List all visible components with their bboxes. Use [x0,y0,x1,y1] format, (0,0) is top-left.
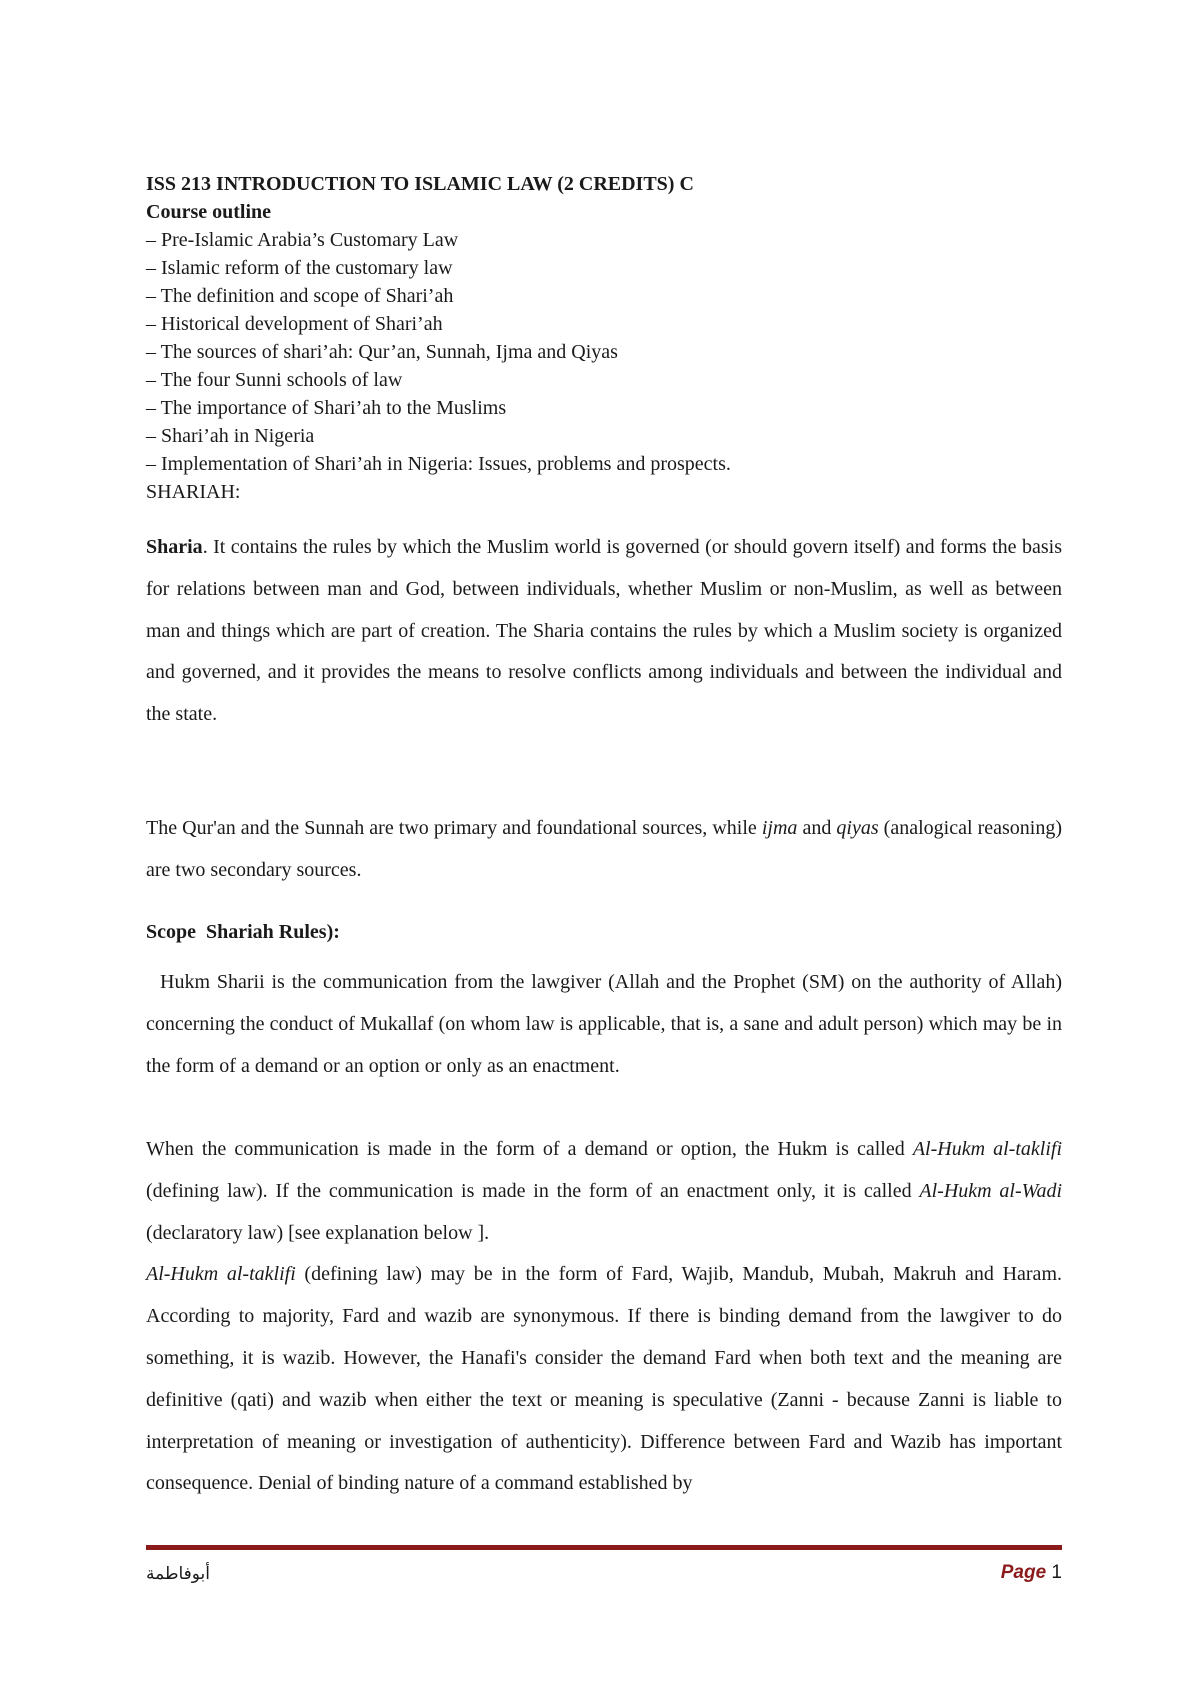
taklifi-text: (defining law) may be in the form of Fard, Wajib, Mandub, Mubah, Makruh and Haram. According to majority, Fard and wazib are synonymous. If there is binding demand from the lawgiver to do something, it is wazib. However, the Hanafi's consider the demand Fard when both text and the meaning are definitive (qati) and wazib when either the text or meaning is speculative (Zanni - because Zanni is liable to interpretation of meaning or investigation of authenticity). Difference between Fard and Wazib has important consequence. Denial of binding nature of a command established by [146,1263,1062,1495]
sharia-paragraph [146,527,1062,736]
communication-paragraph [146,1129,1062,1254]
course-outline-heading: Course outline [146,201,271,223]
footer-divider [146,1545,1062,1550]
sources-text-3: (analogical reasoning) are two secondary sources. [146,817,1062,881]
page-number [1001,1562,1062,1584]
footer-author: أبوفاطمة [146,1564,211,1584]
course-title: ISS 213 INTRODUCTION TO ISLAMIC LAW (2 CREDITS) C [146,173,694,195]
scope-heading: Scope Shariah Rules): [146,921,340,943]
page-label: Page [1000,1562,1047,1583]
taklifi-paragraph-term: Al-Hukm al-taklifi [146,1263,296,1286]
hukm-text: Hukm Sharii is the communication from the lawgiver (Allah and the Prophet (SM) on the authority of Allah) concerning the conduct of Mukallaf (on whom law is applicable, that is, a sane and adult person) which may be in the form of a demand or an option or only as an enactment. [146,971,1062,1077]
wadi-term: Al-Hukm al-Wadi [919,1179,1063,1202]
outline-item: – Historical development of Shari’ah [146,313,443,335]
taklifi-paragraph [146,1254,1062,1505]
outline-item: – The four Sunni schools of law [146,369,403,391]
sources-text-2: and [797,817,837,839]
hukm-paragraph [146,962,1062,1087]
shariah-label: SHARIAH: [146,481,241,503]
communication-text-3: (declaratory law) [see explanation below ]. [146,1221,490,1244]
outline-item: – The sources of shari’ah: Qur’an, Sunnah, Ijma and Qiyas [146,341,618,363]
outline-item: – The importance of Shari’ah to the Muslims [146,397,507,419]
qiyas-term: qiyas [836,817,879,839]
sources-text-1: The Qur'an and the Sunnah are two primary and foundational sources, while [146,817,762,839]
outline-item: – The definition and scope of Shari’ah [146,285,454,307]
outline-item: – Implementation of Shari’ah in Nigeria: Issues, problems and prospects. [146,453,731,475]
rules-continuation [146,1129,1062,1505]
communication-text-2: (defining law). If the communication is made in the form of an enactment only, it is called [146,1179,920,1202]
sharia-term: Sharia [146,536,203,558]
sharia-text: . It contains the rules by which the Muslim world is governed (or should govern itself) and forms the basis for relations between man and God, between individuals, whether Muslim or non-Muslim, as well as between man and things which are part of creation. The Sharia contains the rules by which a Muslim society is organized and governed, and it provides the means to resolve conflicts among individuals and between the individual and the state. [146,536,1062,726]
outline-item: – Pre-Islamic Arabia’s Customary Law [146,229,459,251]
sources-paragraph [146,808,1062,892]
communication-text-1: When the communication is made in the form of a demand or option, the Hukm is called [146,1138,913,1160]
outline-item: – Islamic reform of the customary law [146,257,453,279]
page-number-value: 1 [1051,1562,1062,1583]
taklifi-term: Al-Hukm al-taklifi [912,1138,1062,1160]
course-header [146,170,1066,506]
outline-item: – Shari’ah in Nigeria [146,425,315,447]
ijma-term: ijma [761,817,798,839]
